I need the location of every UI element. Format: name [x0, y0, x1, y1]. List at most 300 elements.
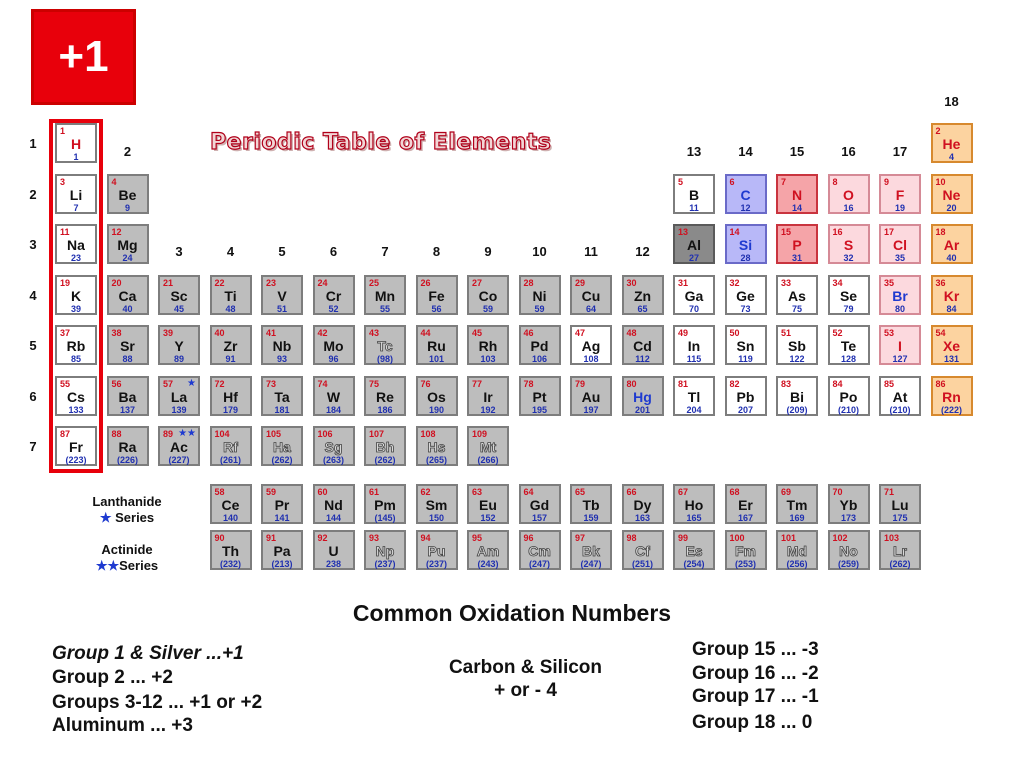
- element-symbol: Hs: [427, 439, 446, 455]
- element-symbol: Sg: [324, 439, 343, 455]
- atomic-mass: (261): [219, 455, 241, 465]
- atomic-number: 28: [523, 277, 534, 288]
- element-cell-th: [210, 530, 252, 570]
- element-cell-ar: [931, 224, 973, 264]
- atomic-number: 51: [781, 328, 792, 338]
- atomic-mass: 201: [634, 404, 651, 415]
- series-marker-icon: ★★: [178, 428, 196, 439]
- element-symbol: Ha: [273, 439, 291, 455]
- group-label-4: 4: [226, 244, 235, 259]
- element-symbol: Th: [221, 543, 240, 559]
- element-cell-pm: [364, 484, 406, 524]
- atomic-mass: (247): [528, 559, 550, 569]
- rule-carbon-silicon-value: + or - 4: [494, 680, 557, 701]
- atomic-mass: 27: [688, 253, 699, 263]
- group-label-16: 16: [841, 144, 856, 159]
- element-cell-cr: [313, 275, 355, 315]
- group-label-17: 17: [892, 144, 908, 159]
- element-cell-cm: [519, 530, 561, 570]
- atomic-number: 78: [523, 378, 534, 389]
- atomic-number: 27: [472, 277, 483, 288]
- element-cell-rn: [931, 376, 973, 416]
- group-label-8: 8: [432, 244, 441, 259]
- atomic-number: 35: [884, 277, 895, 288]
- atomic-mass: (253): [734, 559, 756, 569]
- atomic-mass: 23: [70, 253, 81, 263]
- atomic-number: 18: [935, 227, 946, 237]
- atomic-mass: 150: [428, 513, 445, 523]
- group-label-7: 7: [381, 244, 389, 259]
- atomic-mass: (262): [271, 455, 293, 465]
- element-symbol: Co: [478, 287, 498, 304]
- element-symbol: Au: [581, 388, 601, 405]
- atomic-mass: (213): [271, 559, 293, 569]
- element-symbol: Ta: [274, 388, 290, 405]
- atomic-number: 92: [317, 533, 328, 543]
- page-title: Periodic Table of Elements: [210, 130, 552, 155]
- atomic-number: 68: [729, 487, 740, 497]
- element-cell-er: [725, 484, 767, 524]
- element-cell-bk: [570, 530, 612, 570]
- element-symbol: Zn: [633, 287, 652, 304]
- element-cell-ge: [725, 275, 767, 315]
- element-cell-ta: [261, 376, 303, 416]
- atomic-mass: (265): [425, 455, 447, 465]
- atomic-number: 4: [111, 176, 117, 187]
- element-symbol: Ne: [942, 186, 961, 203]
- atomic-mass: 4: [948, 152, 954, 162]
- element-cell-eu: [467, 484, 509, 524]
- element-cell-lu: [879, 484, 921, 524]
- lanthanide-series-label: [62, 494, 192, 526]
- atomic-number: 63: [472, 487, 483, 497]
- atomic-number: 62: [420, 487, 431, 497]
- atomic-number: 16: [832, 227, 843, 237]
- atomic-mass: 141: [274, 513, 290, 523]
- element-symbol: Os: [427, 388, 446, 405]
- atomic-number: 106: [317, 429, 333, 439]
- atomic-number: 40: [214, 328, 225, 338]
- atomic-number: 73: [266, 378, 277, 389]
- atomic-number: 70: [832, 487, 843, 497]
- atomic-number: 86: [935, 378, 946, 389]
- element-cell-u: [313, 530, 355, 570]
- element-cell-pd: [519, 325, 561, 365]
- atomic-mass: 195: [531, 404, 548, 415]
- element-symbol: Ga: [684, 287, 704, 304]
- element-symbol: Po: [839, 388, 858, 405]
- element-cell-am: [467, 530, 509, 570]
- atomic-number: 84: [832, 378, 843, 389]
- atomic-number: 101: [781, 533, 797, 543]
- element-symbol: Kr: [943, 287, 960, 304]
- element-symbol: Bh: [375, 439, 395, 455]
- element-symbol: Al: [687, 237, 701, 253]
- element-symbol: Dy: [633, 497, 652, 513]
- atomic-mass: 65: [637, 303, 648, 314]
- actinide-star-icon: ★★: [95, 558, 120, 573]
- atomic-number: 1: [60, 126, 66, 136]
- element-cell-no: [828, 530, 870, 570]
- period-label-5: 5: [29, 338, 37, 353]
- atomic-mass: 144: [325, 513, 342, 523]
- atomic-mass: (237): [425, 559, 447, 569]
- element-symbol: Cd: [633, 338, 652, 354]
- atomic-number: 80: [626, 378, 637, 389]
- element-symbol: Md: [786, 543, 808, 559]
- atomic-number: 109: [472, 429, 488, 439]
- element-cell-v: [261, 275, 303, 315]
- element-symbol: Es: [685, 543, 703, 559]
- element-symbol: Nd: [324, 497, 343, 513]
- atomic-number: 34: [832, 277, 843, 288]
- element-cell-sm: [416, 484, 458, 524]
- atomic-mass: 181: [274, 404, 290, 415]
- element-cell-fe: [416, 275, 458, 315]
- element-cell-ac: [158, 426, 200, 466]
- element-cell-la: [158, 376, 200, 416]
- atomic-number: 50: [729, 328, 740, 338]
- element-symbol: La: [170, 388, 188, 405]
- element-cell-ha: [261, 426, 303, 466]
- group1-highlight: [49, 119, 103, 473]
- atomic-mass: 140: [222, 513, 239, 523]
- group-label-10: 10: [532, 244, 547, 259]
- element-cell-at: [879, 376, 921, 416]
- element-cell-os: [416, 376, 458, 416]
- element-symbol: Mt: [479, 439, 497, 455]
- element-cell-fm: [725, 530, 767, 570]
- atomic-mass: (263): [322, 455, 344, 465]
- atomic-mass: 45: [173, 303, 184, 314]
- atomic-mass: (254): [683, 559, 705, 569]
- atomic-mass: (243): [477, 559, 499, 569]
- element-symbol: W: [326, 388, 341, 405]
- element-symbol: C: [740, 186, 751, 203]
- atomic-mass: 89: [173, 354, 184, 364]
- atomic-mass: 190: [428, 404, 445, 415]
- atomic-number: 61: [369, 487, 380, 497]
- element-cell-pa: [261, 530, 303, 570]
- element-cell-w: [313, 376, 355, 416]
- atomic-mass: 59: [534, 303, 545, 314]
- atomic-number: 41: [266, 328, 277, 338]
- rule-group16: Group 16 ... -2: [692, 663, 819, 684]
- atomic-mass: 11: [689, 202, 699, 213]
- atomic-mass: 169: [789, 513, 805, 523]
- atomic-mass: 119: [738, 354, 753, 364]
- atomic-mass: 163: [634, 513, 651, 523]
- atomic-mass: 80: [894, 303, 905, 314]
- element-symbol: Bk: [582, 543, 600, 559]
- lanthanide-star-icon: ★: [99, 510, 112, 525]
- element-symbol: He: [942, 136, 961, 152]
- element-symbol: K: [70, 287, 82, 304]
- atomic-mass: 103: [480, 354, 496, 364]
- element-symbol: Hg: [633, 388, 652, 405]
- period-label-4: 4: [29, 287, 37, 303]
- rule-group18: Group 18 ... 0: [692, 712, 813, 733]
- element-symbol: Cl: [893, 237, 907, 253]
- atomic-mass: 55: [379, 303, 390, 314]
- atomic-number: 79: [575, 378, 586, 389]
- element-symbol: Pt: [532, 388, 547, 405]
- atomic-mass: 159: [583, 513, 599, 523]
- element-symbol: I: [898, 338, 902, 354]
- element-cell-es: [673, 530, 715, 570]
- atomic-number: 38: [111, 328, 122, 338]
- atomic-mass: (262): [889, 559, 911, 569]
- group-label-6: 6: [329, 244, 338, 259]
- atomic-number: 105: [266, 429, 282, 439]
- atomic-number: 90: [214, 533, 225, 543]
- atomic-mass: 75: [791, 303, 802, 314]
- atomic-number: 56: [111, 378, 122, 389]
- atomic-mass: 32: [843, 253, 854, 263]
- atomic-mass: 56: [431, 303, 442, 314]
- atomic-number: 6: [729, 176, 735, 187]
- element-symbol: V: [277, 287, 287, 304]
- badge-label: +1: [58, 32, 109, 81]
- atomic-mass: 24: [122, 253, 133, 263]
- element-symbol: Tl: [687, 388, 701, 405]
- element-symbol: Np: [375, 543, 395, 559]
- group-label-3: 3: [175, 244, 183, 259]
- element-symbol: Ac: [170, 439, 188, 455]
- period-label-7: 7: [29, 439, 37, 454]
- element-symbol: Cm: [528, 543, 551, 559]
- atomic-number: 93: [369, 533, 380, 543]
- element-symbol: Er: [738, 497, 753, 513]
- atomic-mass: (237): [374, 559, 396, 569]
- element-symbol: Ru: [427, 338, 446, 354]
- element-cell-tm: [776, 484, 818, 524]
- element-cell-pb: [725, 376, 767, 416]
- atomic-number: 11: [60, 227, 70, 237]
- element-symbol: Sm: [425, 497, 448, 513]
- element-cell-tc: [364, 325, 406, 365]
- atomic-number: 76: [420, 378, 431, 389]
- element-symbol: Sb: [788, 338, 806, 354]
- element-symbol: Cf: [635, 543, 650, 559]
- atomic-number: 14: [729, 227, 740, 237]
- atomic-number: 54: [935, 328, 946, 338]
- atomic-number: 52: [832, 328, 843, 338]
- atomic-mass: 88: [122, 354, 133, 364]
- atomic-mass: 1: [73, 152, 79, 162]
- atomic-mass: 91: [225, 354, 236, 364]
- atomic-number: 107: [369, 429, 385, 439]
- atomic-number: 3: [60, 176, 66, 187]
- atomic-mass: 131: [943, 354, 960, 364]
- group-label-11: 11: [584, 244, 598, 259]
- element-cell-pu: [416, 530, 458, 570]
- element-cell-p: [776, 224, 818, 264]
- element-symbol: Mg: [117, 237, 138, 253]
- atomic-number: 69: [781, 487, 792, 497]
- atomic-number: 5: [678, 176, 684, 187]
- atomic-number: 37: [60, 328, 71, 338]
- rule-group15: Group 15 ... -3: [692, 639, 819, 660]
- element-symbol: Fm: [735, 543, 756, 559]
- atomic-number: 45: [472, 328, 483, 338]
- atomic-mass: 70: [688, 303, 699, 314]
- element-symbol: Ag: [581, 338, 601, 354]
- element-cell-nd: [313, 484, 355, 524]
- element-cell-hs: [416, 426, 458, 466]
- element-symbol: Xe: [942, 338, 961, 354]
- period-label-2: 2: [29, 186, 37, 202]
- atomic-mass: 31: [791, 253, 802, 263]
- atomic-mass: 35: [894, 253, 905, 263]
- element-symbol: No: [839, 543, 858, 559]
- atomic-mass: 52: [328, 303, 339, 314]
- element-cell-si: [725, 224, 767, 264]
- element-symbol: Rf: [223, 439, 238, 455]
- element-symbol: O: [843, 186, 854, 203]
- element-cell-au: [570, 376, 612, 416]
- rule-group17: Group 17 ... -1: [692, 686, 819, 707]
- atomic-mass: (223): [65, 455, 87, 465]
- element-cell-se: [828, 275, 870, 315]
- atomic-number: 24: [317, 277, 328, 288]
- element-cell-in: [673, 325, 715, 365]
- element-cell-lr: [879, 530, 921, 570]
- atomic-number: 13: [678, 227, 689, 237]
- atomic-number: 53: [884, 328, 895, 338]
- element-symbol: Yb: [839, 497, 858, 513]
- atomic-number: 20: [111, 277, 122, 288]
- atomic-mass: 186: [377, 404, 393, 415]
- atomic-number: 12: [111, 227, 122, 237]
- element-symbol: Nb: [272, 338, 292, 354]
- atomic-mass: 28: [740, 253, 751, 263]
- atomic-number: 82: [729, 378, 740, 389]
- element-cell-al: [673, 224, 715, 264]
- element-cell-n: [776, 174, 818, 214]
- element-cell-re: [364, 376, 406, 416]
- atomic-number: 87: [60, 429, 71, 439]
- atomic-mass: 16: [843, 202, 854, 213]
- atomic-number: 15: [781, 227, 792, 237]
- element-cell-br: [879, 275, 921, 315]
- atomic-mass: (210): [889, 404, 911, 415]
- element-symbol: Y: [174, 338, 184, 354]
- element-symbol: Rh: [478, 338, 498, 354]
- element-cell-ga: [673, 275, 715, 315]
- atomic-number: 99: [678, 533, 689, 543]
- series-marker-icon: ★: [187, 377, 196, 389]
- atomic-mass: 14: [791, 202, 802, 213]
- element-cell-i: [879, 325, 921, 365]
- atomic-number: 85: [884, 378, 895, 389]
- element-cell-ir: [467, 376, 509, 416]
- atomic-number: 26: [420, 277, 431, 288]
- element-symbol: P: [792, 237, 802, 253]
- element-cell-hg: [622, 376, 664, 416]
- atomic-number: 67: [678, 487, 689, 497]
- element-cell-mo: [313, 325, 355, 365]
- element-symbol: Ir: [483, 388, 493, 405]
- atomic-number: 17: [884, 227, 895, 237]
- element-symbol: Br: [892, 287, 908, 304]
- atomic-mass: 96: [328, 354, 339, 364]
- atomic-mass: 93: [276, 354, 287, 364]
- element-symbol: Tb: [582, 497, 600, 513]
- element-cell-s: [828, 224, 870, 264]
- element-cell-bh: [364, 426, 406, 466]
- element-cell-ra: [107, 426, 149, 466]
- atomic-number: 104: [214, 429, 230, 439]
- element-cell-mg: [107, 224, 149, 264]
- element-symbol: Ho: [684, 497, 704, 513]
- atomic-mass: (227): [168, 455, 190, 465]
- atomic-mass: 184: [325, 404, 342, 415]
- atomic-number: 96: [523, 533, 534, 543]
- element-symbol: Sc: [170, 287, 188, 304]
- atomic-mass: 204: [686, 404, 702, 415]
- atomic-mass: (262): [374, 455, 396, 465]
- atomic-number: 47: [575, 328, 586, 338]
- element-symbol: B: [688, 186, 700, 203]
- element-cell-co: [467, 275, 509, 315]
- atomic-mass: 7: [73, 202, 79, 213]
- element-symbol: Lu: [891, 497, 909, 513]
- element-symbol: Pm: [374, 497, 396, 513]
- atomic-mass: 238: [325, 559, 342, 569]
- rule-carbon-silicon: Carbon & Silicon: [448, 657, 603, 678]
- element-symbol: Sn: [736, 338, 755, 354]
- element-cell-ce: [210, 484, 252, 524]
- atomic-number: 59: [266, 487, 277, 497]
- atomic-number: 22: [214, 277, 225, 288]
- rule-aluminum: Aluminum ... +3: [52, 715, 193, 736]
- atomic-mass: 165: [686, 513, 702, 523]
- element-symbol: Cr: [325, 287, 342, 304]
- atomic-mass: 173: [840, 513, 857, 523]
- element-cell-nb: [261, 325, 303, 365]
- oxidation-title: Common Oxidation Numbers: [352, 600, 672, 626]
- element-cell-yb: [828, 484, 870, 524]
- element-symbol: Am: [476, 543, 500, 559]
- atomic-mass: 51: [276, 303, 287, 314]
- element-symbol: Ti: [224, 287, 237, 304]
- atomic-number: 36: [935, 277, 946, 288]
- atomic-number: 108: [420, 429, 436, 439]
- atomic-mass: 73: [740, 303, 751, 314]
- group-label-2: 2: [123, 144, 132, 159]
- element-symbol: Fr: [69, 439, 83, 455]
- atomic-mass: 40: [946, 253, 957, 263]
- element-symbol: S: [843, 237, 854, 253]
- element-cell-ru: [416, 325, 458, 365]
- element-cell-pr: [261, 484, 303, 524]
- atomic-number: 75: [369, 378, 380, 389]
- element-symbol: H: [70, 136, 82, 152]
- element-cell-md: [776, 530, 818, 570]
- element-symbol: Cu: [581, 287, 601, 304]
- atomic-mass: (98): [376, 354, 393, 364]
- period-label-6: 6: [29, 388, 37, 404]
- atomic-number: 21: [163, 277, 174, 288]
- lanthanide-label-line2: Series: [115, 510, 155, 525]
- atomic-mass: (256): [786, 559, 808, 569]
- atomic-mass: 137: [119, 404, 136, 415]
- element-symbol: As: [788, 287, 806, 304]
- element-symbol: Pd: [530, 338, 549, 354]
- atomic-mass: (247): [580, 559, 602, 569]
- element-cell-ni: [519, 275, 561, 315]
